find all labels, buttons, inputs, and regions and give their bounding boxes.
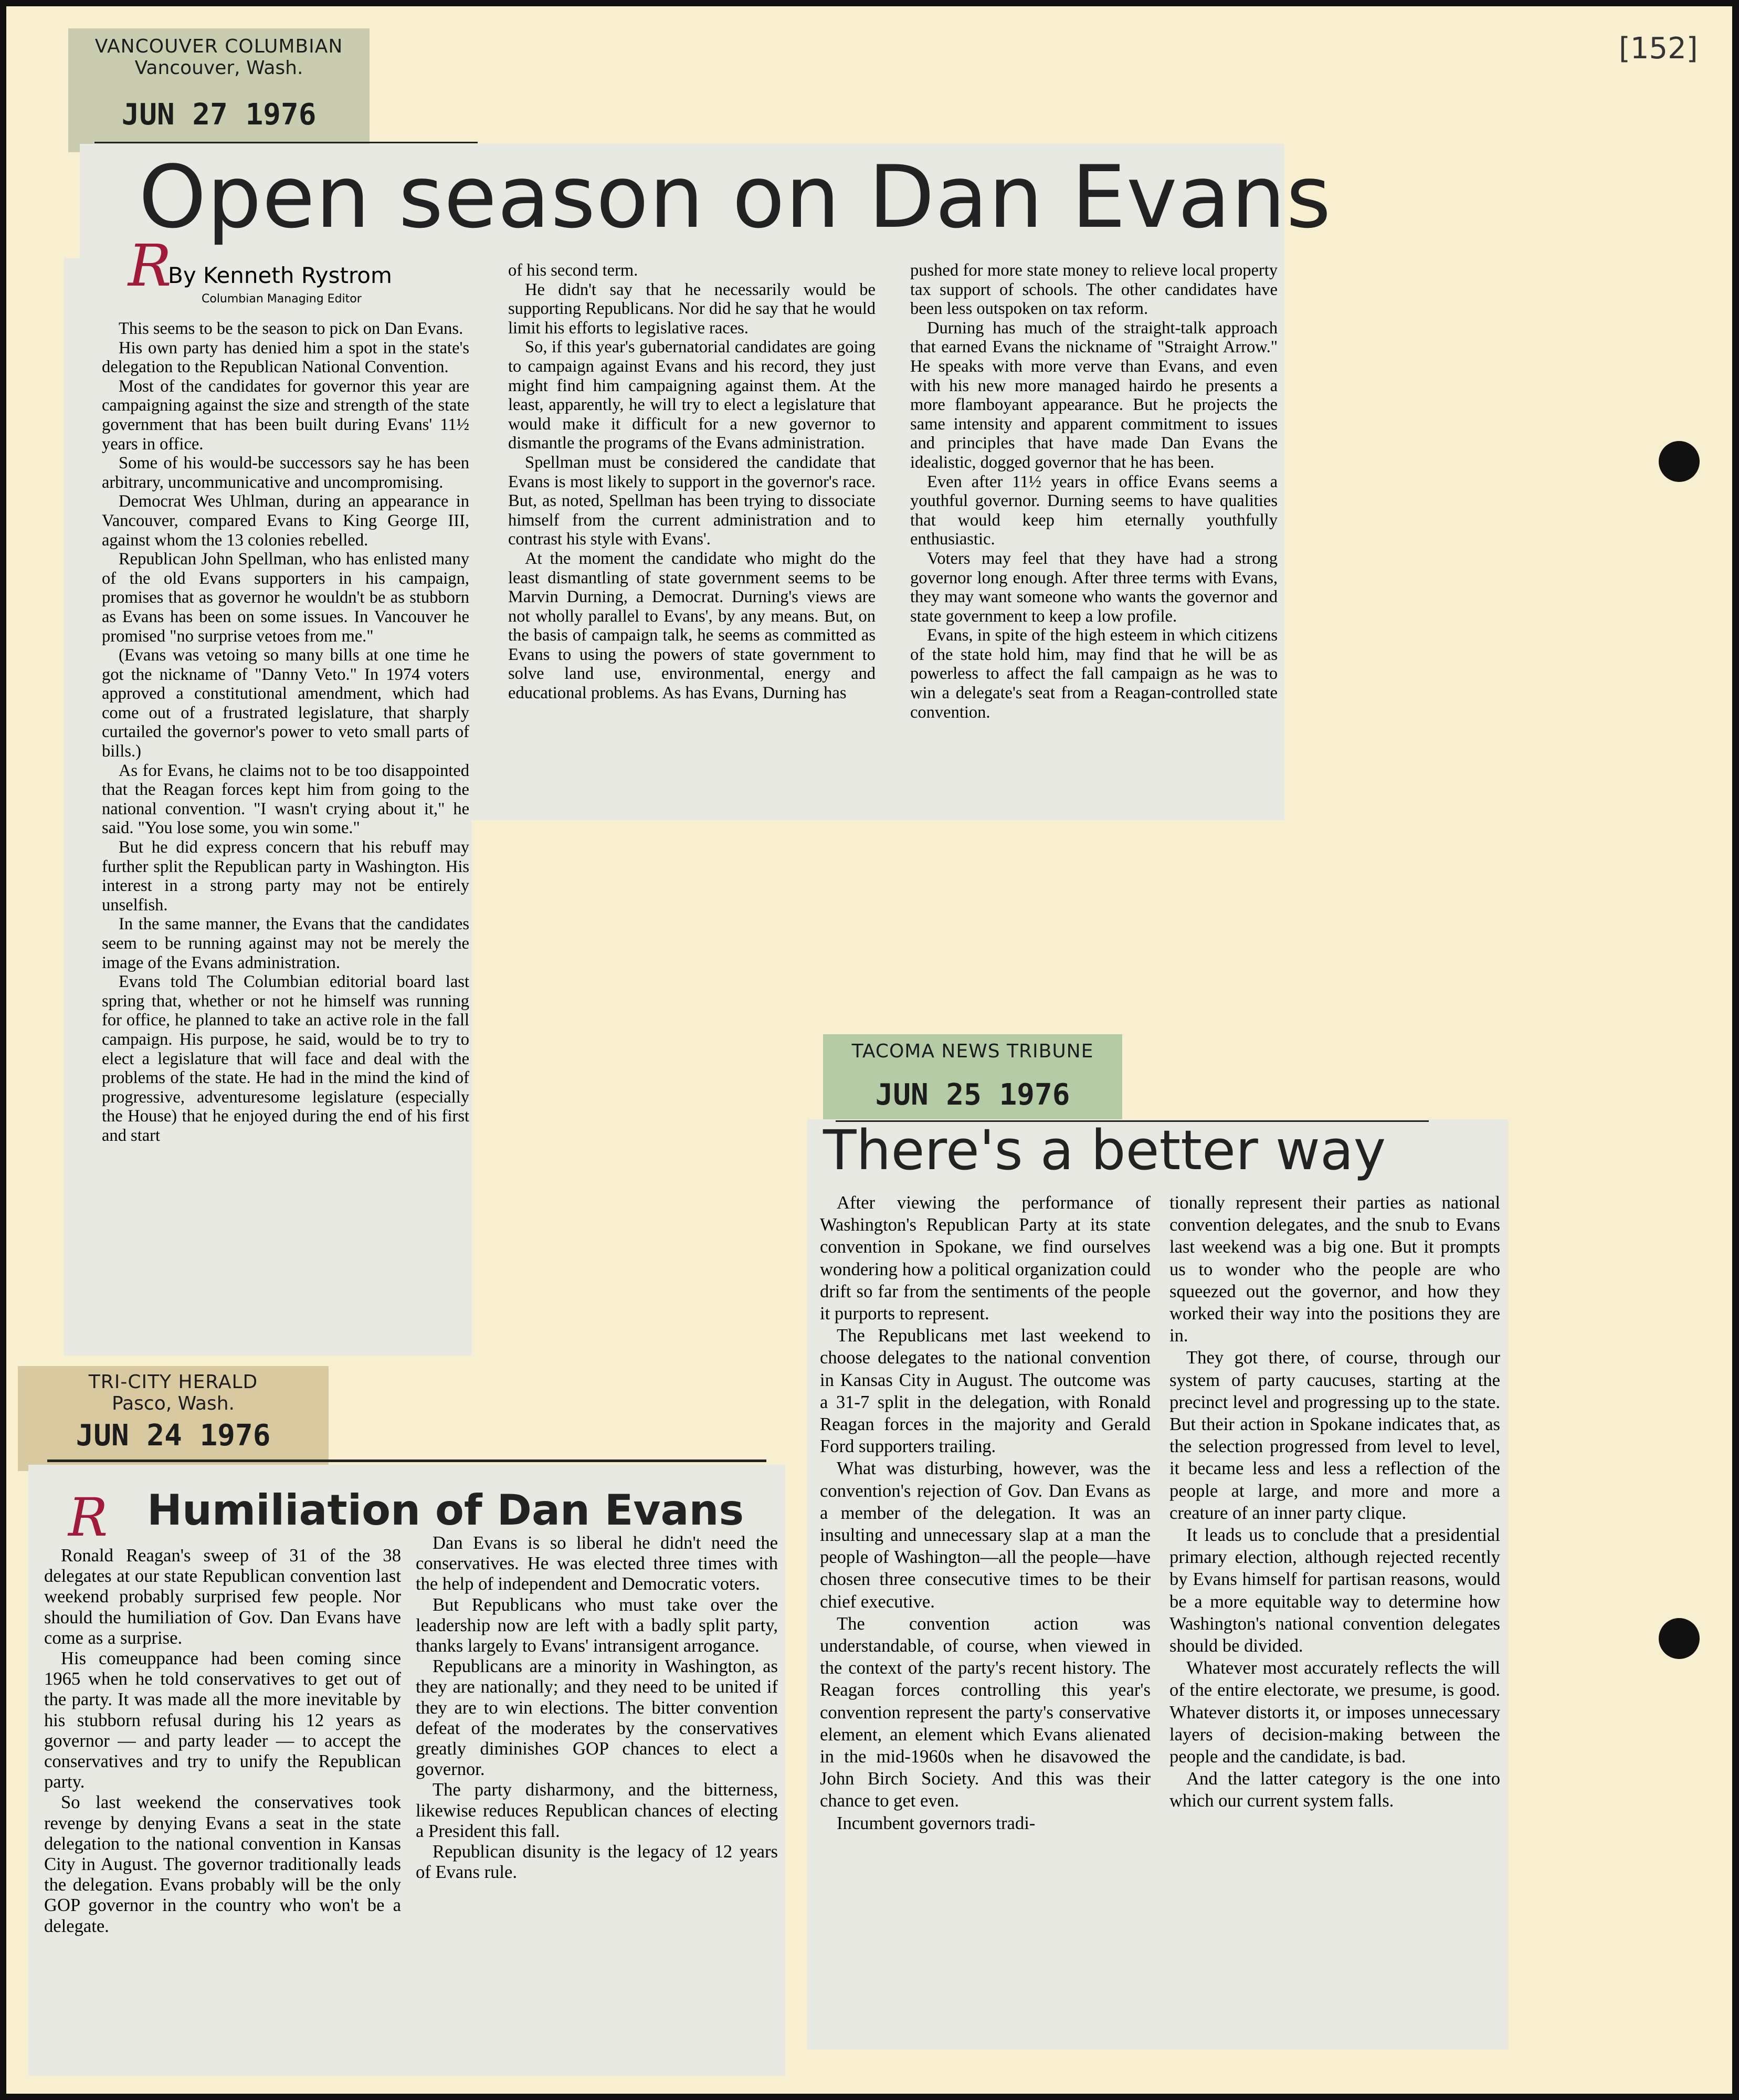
- byline: By Kenneth Rystrom: [168, 262, 392, 288]
- handwritten-r-mark: R: [128, 232, 172, 299]
- source-city: Pasco, Wash.: [112, 1393, 235, 1414]
- paragraph: The party disharmony, and the bitterness, likewise reduces Republican chances of electing a President this fall.: [416, 1780, 778, 1841]
- source-tag-vancouver: [68, 28, 370, 152]
- article-column-2: [416, 1533, 778, 2063]
- paragraph: So last weekend the conservatives took revenge by denying Evans a seat in the state delegation to the national convention in Kansas City in August. The governor traditionally leads the delegation. Evans probably will be the only GOP governor in the country who won't be a delegate.: [44, 1792, 401, 1936]
- page-number: [152]: [1619, 32, 1698, 66]
- paragraph: Voters may feel that they have had a strong governor long enough. After three terms with Evans, they may want someone who wants the governor and state government to keep a low profile.: [910, 549, 1278, 626]
- source-paper: TRI-CITY HERALD: [88, 1371, 258, 1393]
- paragraph: The convention action was understandable, of course, when viewed in the context of the party's recent history. The Reagan forces controlling this year's convention represent the party's conservative element, an element which Evans alienated in the mid-1960s when he disavowed the John Birch Society. And this was their chance to get even.: [820, 1613, 1151, 1811]
- paragraph: Republican John Spellman, who has enlisted many of the old Evans supporters in his campaign, promises that as governor he wouldn't be as stubborn as Evans has been on some issues. In Vancouver he promised "no surprise vetoes from me.": [102, 550, 469, 646]
- paragraph: Dan Evans is so liberal he didn't need the conservatives. He was elected three times with the help of independent and Democratic voters.: [416, 1533, 778, 1594]
- source-paper: TACOMA NEWS TRIBUNE: [851, 1041, 1094, 1062]
- paragraph: His comeuppance had been coming since 1965 when he told conservatives to get out of the party. It was made all the more inevitable by his stubborn refusal during his 12 years as governor — and party leader — to accept the conservatives and try to unify the Republican party.: [44, 1648, 401, 1792]
- binder-hole-bottom: [1659, 1618, 1700, 1659]
- headline-rule: [94, 142, 478, 143]
- paragraph: Durning has much of the straight-talk approach that earned Evans the nickname of "Straight Arrow." He speaks with more verve than Evans, and even with his new more managed hairdo he presents a more flamboyant appearance. But he projects the same intensity and apparent commitment to issues and principles that have made Dan Evans the idealistic, dogged governor that he has been.: [910, 318, 1278, 472]
- paragraph: But he did express concern that his rebuff may further split the Republican party in Washington. His interest in a strong party may not be entirely unselfish.: [102, 838, 469, 915]
- paragraph: After viewing the performance of Washington's Republican Party at its state convention in Spokane, we find ourselves wondering how a political organization could drift so far from the sentiments of the people it purports to represent.: [820, 1193, 1151, 1324]
- article-column-2: [1169, 1192, 1500, 2042]
- paragraph: Some of his would-be successors say he has been arbitrary, uncommunicative and uncompromising.: [102, 454, 469, 492]
- paragraph: They got there, of course, through our system of party caucuses, starting at the precinct level and progressing up to the state. But their action in Spokane indicates that, as the selection progressed from level to level, it became less and less a reflection of the people at large, and more and more a creature of an inner party clique.: [1169, 1348, 1500, 1523]
- handwritten-r-mark: R: [68, 1487, 108, 1548]
- paragraph: As for Evans, he claims not to be too disappointed that the Reagan forces kept him from going to the national convention. "I wasn't crying about it," he said. "You lose some, you win some.": [102, 761, 469, 838]
- byline-title: Columbian Managing Editor: [202, 292, 362, 306]
- article-column-1: [102, 319, 469, 1334]
- binder-hole-top: [1659, 441, 1700, 482]
- article-column-1: [44, 1546, 401, 2065]
- paragraph: Incumbent governors tradi-: [837, 1813, 1036, 1833]
- paragraph: Whatever most accurately reflects the will of the entire electorate, we presume, is good. Whatever distorts it, or imposes unnecessary layers of decision-making between the people and the candidate, is bad.: [1169, 1658, 1500, 1767]
- source-paper: VANCOUVER COLUMBIAN: [94, 36, 343, 57]
- paragraph: It leads us to conclude that a presidential primary election, although rejected recently by Evans himself for partisan reasons, would be a more equitable way to determine how Washington's national convention delegates should be divided.: [1169, 1525, 1500, 1656]
- paragraph: At the moment the candidate who might do the least dismantling of state government seems to be Marvin Durning, a Democrat. Durning's views are not wholly parallel to Evans', by any means. But, on the basis of campaign talk, he seems as committed as Evans to using the powers of state government to solve land use, environmental, energy and educational problems. As has Evans, Durning has: [508, 549, 876, 703]
- article-column-3: [910, 261, 1278, 816]
- paragraph: Evans told The Columbian editorial board last spring that, whether or not he himself was running for office, he planned to take an active role in the fall campaign. His purpose, he said, would be to try to elect a legislature that will face and deal with the problems of the state. He had in the mind the kind of progressive, adventuresome legislature (especially the House) that he enjoyed during the end of his first and start: [102, 972, 469, 1145]
- paragraph: What was disturbing, however, was the convention's rejection of Gov. Dan Evans as a member of the delegation. It was an insulting and unnecessary slap at a man the people of Washington—all the people—have chosen three consecutive times to be their chief executive.: [820, 1458, 1151, 1612]
- paragraph: (Evans was vetoing so many bills at one time he got the nickname of "Danny Veto." In 1974 voters approved a constitutional amendment, which had come out of a frustrated legislature, that sharply curtailed the governor's power to veto small parts of bills.): [102, 646, 469, 761]
- paragraph: Republicans are a minority in Washington, as they are nationally; and they need to be united if they are to win elections. The bitter convention defeat of the moderates by the conservatives greatly diminishes GOP chances to elect a governor.: [416, 1656, 778, 1780]
- article-column-2: [508, 261, 876, 816]
- paragraph: And the latter category is the one into which our current system falls.: [1169, 1769, 1500, 1811]
- article-column-1: [820, 1192, 1151, 2042]
- paragraph: The Republicans met last weekend to choose delegates to the national convention in Kansas City in August. The outcome was a 31-7 split in the delegation, with Ronald Reagan forces in the majority and Gerald Ford supporters trailing.: [820, 1326, 1151, 1457]
- paragraph: Spellman must be considered the candidate that Evans is most likely to support in the governor's race. But, as noted, Spellman has been trying to dissociate himself from the current administration and to contrast his style with Evans'.: [508, 453, 876, 549]
- source-tag-tacoma: [823, 1034, 1122, 1124]
- paragraph: This seems to be the season to pick on Dan Evans.: [119, 319, 463, 338]
- paragraph: He didn't say that he necessarily would be supporting Republicans. Nor did he say that he would limit his efforts to legislative races.: [508, 280, 876, 338]
- headline: Humiliation of Dan Evans: [147, 1486, 744, 1535]
- paragraph: In the same manner, the Evans that the candidates seem to be running against may not be merely the image of the Evans administration.: [102, 915, 469, 972]
- scrapbook-page: [6, 6, 1732, 2094]
- paragraph: But Republicans who must take over the leadership now are left with a badly split party, thanks largely to Evans' intransigent arrogance.: [416, 1594, 778, 1656]
- paragraph: of his second term.: [508, 261, 638, 280]
- headline: Open season on Dan Evans: [139, 147, 1332, 247]
- paragraph: Evans, in spite of the high esteem in which citizens of the state hold him, may find that he will be as powerless to affect the fall campaign as he was to win a delegate's seat from a Reagan-controlled state convention.: [910, 626, 1278, 722]
- headline-rule: [47, 1460, 766, 1462]
- paragraph: Republican disunity is the legacy of 12 years of Evans rule.: [416, 1842, 778, 1883]
- paragraph: pushed for more state money to relieve local property tax support of schools. The other candidates have been less outspoken on tax reform.: [910, 261, 1278, 319]
- paragraph: So, if this year's gubernatorial candidates are going to campaign against Evans and his record, they just might find him campaigning against them. At the least, apparently, he will try to elect a legislature that would make it difficult for a new governor to dismantle the programs of the Evans administration.: [508, 338, 876, 453]
- paragraph: Even after 11½ years in office Evans seems a youthful governor. Durning seems to have qualities that would keep him eternally youthfully enthusiastic.: [910, 472, 1278, 549]
- paragraph: Most of the candidates for governor this year are campaigning against the size and strength of the state government that has been built during Evans' 11½ years in office.: [102, 376, 469, 454]
- headline: There's a better way: [823, 1118, 1386, 1182]
- source-tag-tricity: [18, 1366, 329, 1471]
- source-date: JUN 27 1976: [121, 98, 317, 132]
- paragraph: Democrat Wes Uhlman, during an appearance in Vancouver, compared Evans to King George III, against whom the 13 colonies rebelled.: [102, 492, 469, 550]
- source-city: Vancouver, Wash.: [134, 57, 303, 79]
- paragraph: His own party has denied him a spot in the state's delegation to the Republican National Convention.: [102, 338, 469, 377]
- source-date: JUN 24 1976: [76, 1419, 271, 1453]
- paragraph: tionally represent their parties as national convention delegates, and the snub to Evans last weekend was a big one. But it prompts us to wonder who the people are who squeezed out the governor, and how they worked their way into the positions they are in.: [1169, 1193, 1500, 1346]
- source-date: JUN 25 1976: [875, 1078, 1070, 1112]
- paragraph: Ronald Reagan's sweep of 31 of the 38 delegates at our state Republican convention last weekend probably surprised few people. Nor should the humiliation of Gov. Dan Evans have come as a surprise.: [44, 1546, 401, 1648]
